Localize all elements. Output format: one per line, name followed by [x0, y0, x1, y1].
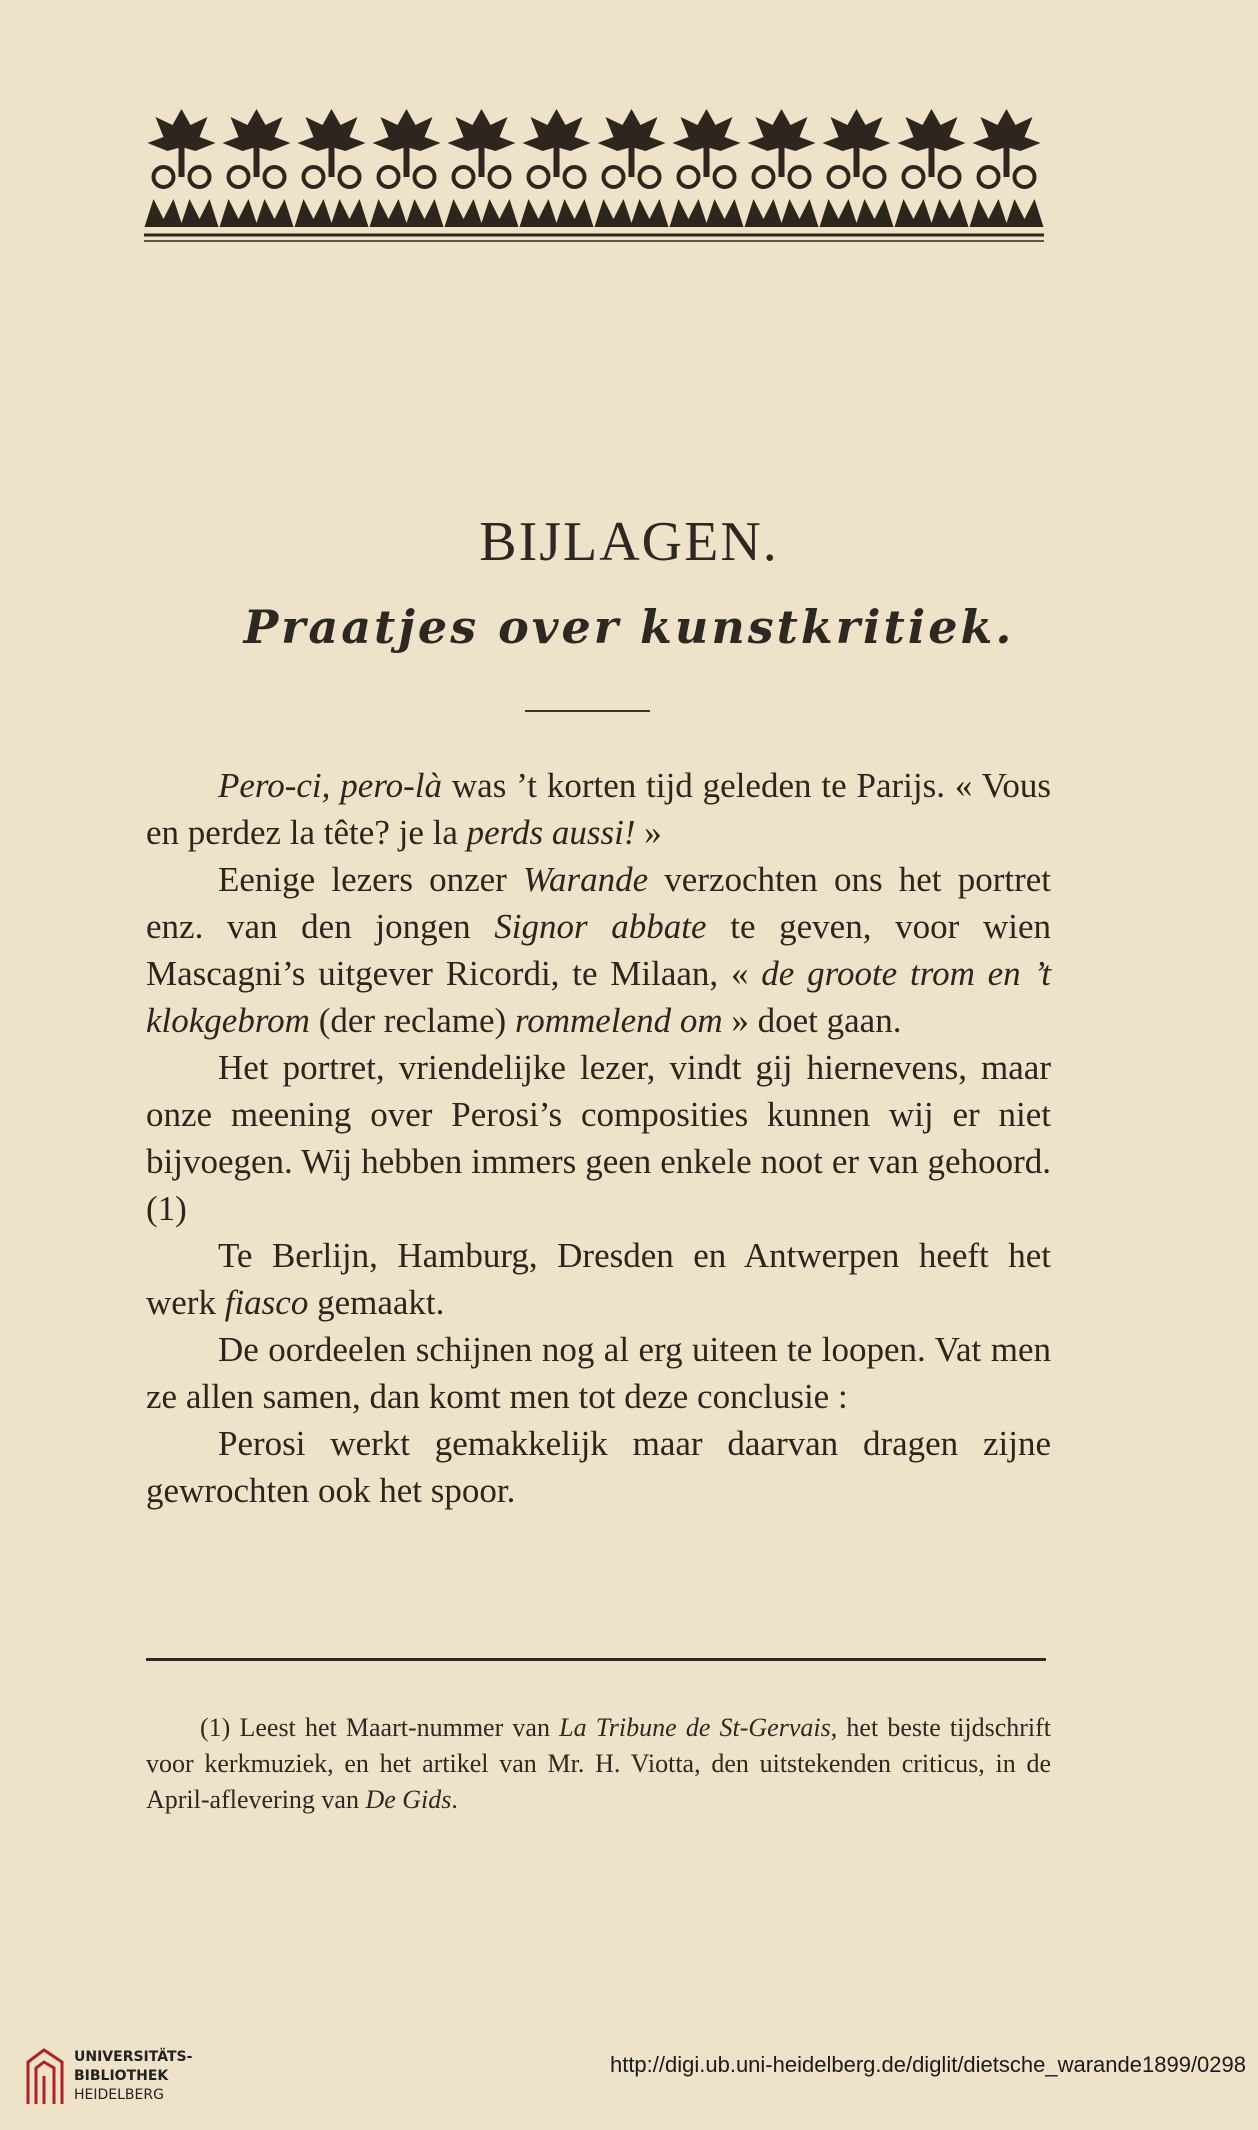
- footnote-text: [146, 1710, 1051, 1818]
- italic-phrase: De Gids: [365, 1785, 452, 1814]
- library-branding: [24, 2040, 284, 2120]
- library-name-line3: HEIDELBERG: [74, 2087, 164, 2103]
- ornament-motif: [670, 109, 744, 227]
- section-title: BIJLAGEN.: [479, 511, 779, 573]
- text-run: te geven, voor wien Mascagni’s uitgever Ricordi, te Milaan, «: [146, 907, 1051, 993]
- italic-phrase: perds aussi!: [466, 813, 636, 852]
- section-subtitle: Praatjes over kunstkritiek.: [243, 600, 1015, 654]
- source-url: http://digi.ub.uni-heidelberg.de/diglit/dietsche_warande1899/0298: [609, 2052, 1246, 2077]
- italic-phrase: rommelend om: [514, 1001, 723, 1040]
- footnote-divider: [146, 1658, 1046, 1661]
- text-run: Eenige lezers onzer: [218, 860, 524, 899]
- italic-phrase: Pero-ci, pero-là: [218, 766, 443, 805]
- text-run: gemaakt.: [308, 1283, 445, 1322]
- text-run: » doet gaan.: [722, 1001, 902, 1040]
- text-run: Te Berlijn, Hamburg, Dresden en Antwerpen heeft het werk: [146, 1236, 1051, 1322]
- paragraph-4: [146, 1232, 1051, 1326]
- text-run: (1) Leest het Maart-nummer van: [200, 1713, 560, 1742]
- paragraph-2: [146, 856, 1051, 1044]
- ornament-motif: [970, 109, 1044, 227]
- ornament-motif: [445, 109, 519, 227]
- italic-phrase: Signor abbate: [494, 907, 707, 946]
- italic-phrase: La Tribune de St-Gervais: [559, 1713, 831, 1742]
- ornament-motif: [295, 109, 369, 227]
- paragraph-5: De oordeelen schijnen nog al erg uiteen te loopen. Vat men ze allen samen, dan komt men tot deze conclusie :: [146, 1330, 1051, 1416]
- text-run: , het beste tijdschrift voor kerkmuziek, en het artikel van Mr. H. Viotta, den uitstekenden criticus, in de April-aflevering van: [146, 1713, 1052, 1814]
- paragraph-3: Het portret, vriendelijke lezer, vindt gij hiernevens, maar onze meening over Perosi’s composities kunnen wij er niet bijvoegen. Wij hebben immers geen enkele noot er van gehoord. (1): [146, 1048, 1051, 1228]
- ornament-motif: [220, 109, 294, 227]
- title-divider: [525, 710, 650, 712]
- text-run: »: [635, 813, 662, 852]
- text-run: verzochten ons het portret enz. van den jongen: [146, 860, 1051, 946]
- text-run: (der reclame): [309, 1001, 515, 1040]
- italic-phrase: de groote trom en ’t klokgebrom: [146, 954, 1051, 1040]
- text-run: .: [451, 1785, 458, 1814]
- library-name-line1: UNIVERSITÄTS-: [74, 2049, 193, 2065]
- ornament-motif: [520, 109, 594, 227]
- paragraph-6: Perosi werkt gemakkelijk maar daarvan dragen zijne gewrochten ook het spoor.: [146, 1424, 1051, 1510]
- library-logo-icon: [24, 2048, 66, 2106]
- ornament-motif: [820, 109, 894, 227]
- library-name-line2: BIBLIOTHEK: [74, 2068, 169, 2084]
- ornament-motif: [145, 109, 219, 227]
- ornament-motif: [895, 109, 969, 227]
- body-text: [146, 762, 1051, 1514]
- paragraph-1: [146, 762, 1051, 856]
- ornament-motif: [370, 109, 444, 227]
- footnote: [146, 1710, 1051, 1818]
- ornament-motif: [595, 109, 669, 227]
- ornament-motif: [745, 109, 819, 227]
- italic-phrase: Warande: [523, 860, 649, 899]
- text-run: was ’t korten tijd geleden te Parijs. « Vous en perdez la tête? je la: [146, 766, 1051, 852]
- decorative-ornament-band: [144, 107, 1044, 242]
- italic-phrase: fiasco: [224, 1283, 309, 1322]
